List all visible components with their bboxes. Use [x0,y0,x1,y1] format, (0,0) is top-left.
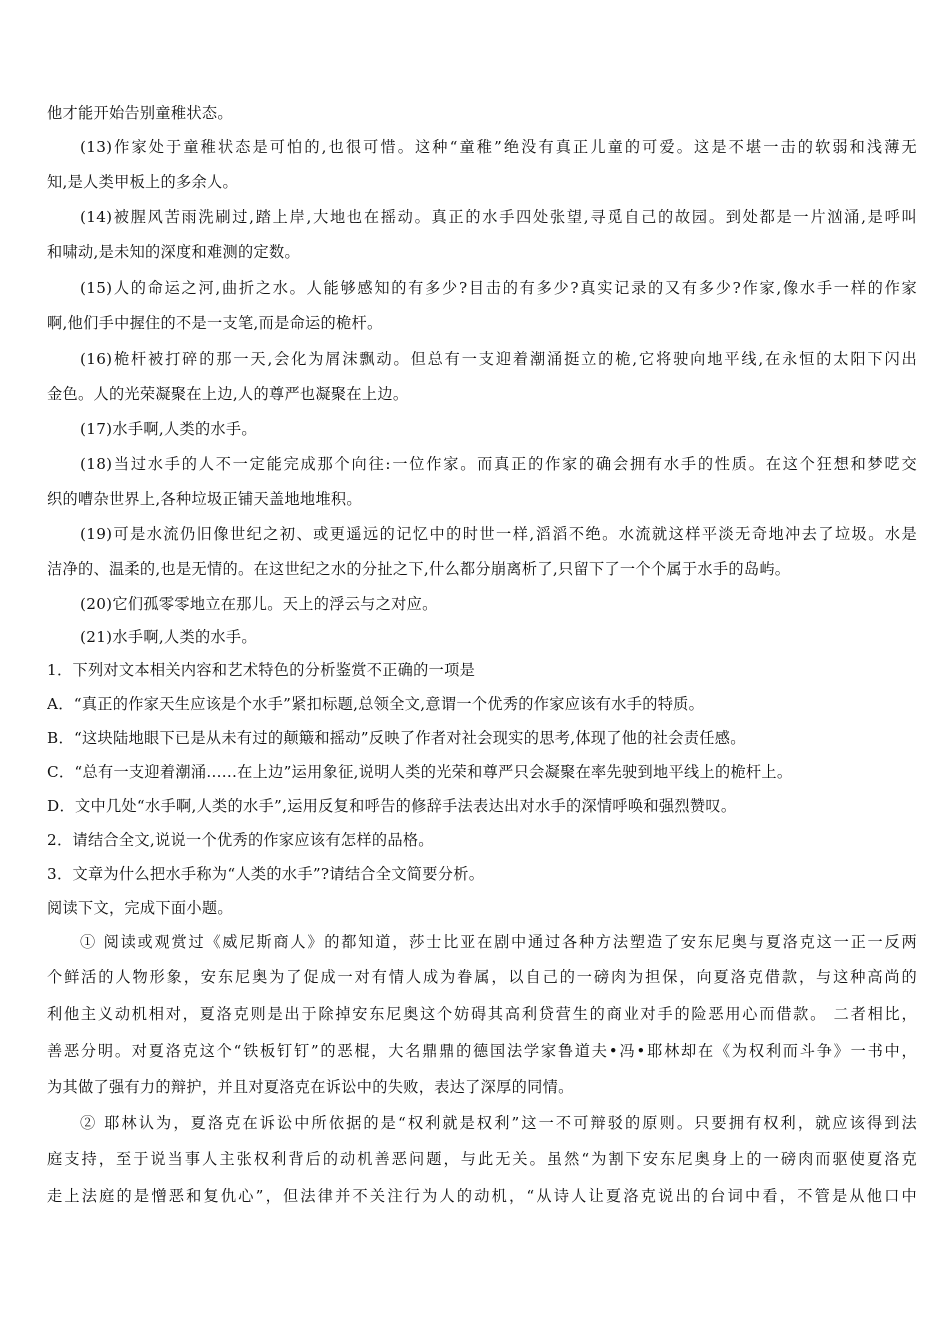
essay1-line-12: 织的嘈杂世界上,各种垃圾正铺天盖地地堆积。 [47,490,362,508]
essay1-line-15: (20)它们孤零零地立在那儿。天上的浮云与之对应。 [80,595,438,613]
essay1-line-8: (16)桅杆被打碎的那一天,会化为屑沫飘动。但总有一支迎着潮涌挺立的桅,它将驶向地平线,在永恒的太阳下闪出 [80,350,917,368]
essay1-line-9: 金色。人的光荣凝聚在上边,人的尊严也凝聚在上边。 [47,385,409,403]
essay1-line-6: (15)人的命运之河,曲折之水。人能够感知的有多少?目击的有多少?真实记录的又有多少?作家,像水手一样的作家 [80,279,917,297]
essay1-line-1: 他才能开始告别童稚状态。 [47,104,233,122]
question-1-option-d: D．文中几处“水手啊,人类的水手”,运用反复和呼告的修辞手法表达出对水手的深情呼唤和强烈赞叹。 [47,797,737,815]
essay1-line-7: 啊,他们手中握住的不是一支笔,而是命运的桅杆。 [47,314,383,332]
question-1-option-c: C．“总有一支迎着潮涌......在上边”运用象征,说明人类的光荣和尊严只会凝聚在率先驶到地平线上的桅杆上。 [47,763,793,781]
essay1-line-13: (19)可是水流仍旧像世纪之初、或更遥远的记忆中的时世一样,滔滔不绝。水流就这样平淡无奇地冲去了垃圾。水是 [80,525,917,543]
essay2-line-8: 走上法庭的是憎恶和复仇心”，但法律并不关注行为人的动机，“从诗人让夏洛克说出的台词中看，不管是从他口中 [47,1187,917,1205]
reading-intro: 阅读下文，完成下面小题。 [47,899,233,917]
essay1-line-14: 洁净的、温柔的,也是无情的。在这世纪之水的分扯之下,什么都分崩离析了,只留下了一个个属于水手的岛屿。 [47,560,791,578]
essay1-line-16: (21)水手啊,人类的水手。 [80,628,257,646]
essay1-line-5: 和啸动,是未知的深度和难测的定数。 [47,243,300,261]
question-3: 3．文章为什么把水手称为“人类的水手”?请结合全文简要分析。 [47,865,485,883]
essay1-line-3: 知,是人类甲板上的多余人。 [47,173,238,191]
essay1-line-10: (17)水手啊,人类的水手。 [80,420,257,438]
question-2: 2．请结合全文,说说一个优秀的作家应该有怎样的品格。 [47,831,434,849]
essay1-line-2: (13)作家处于童稚状态是可怕的,也很可惜。这种“童稚”绝没有真正儿童的可爱。这是不堪一击的软弱和浅薄无 [80,138,917,156]
essay2-line-4: 善恶分明。对夏洛克这个“铁板钉钉”的恶棍，大名鼎鼎的德国法学家鲁道夫•冯•耶林却在《为权利而斗争》一书中， [47,1042,917,1060]
question-1-option-b: B．“这块陆地眼下已是从未有过的颠簸和摇动”反映了作者对社会现实的思考,体现了他的社会责任感。 [47,729,746,747]
essay2-line-6: ② 耶林认为，夏洛克在诉讼中所依据的是“权利就是权利”这一不可辩驳的原则。只要拥有权利，就应该得到法 [80,1114,917,1132]
essay2-line-2: 个鲜活的人物形象，安东尼奥为了促成一对有情人成为眷属，以自己的一磅肉为担保，向夏洛克借款，与这种高尚的 [47,968,917,986]
essay2-line-1: ① 阅读或观赏过《威尼斯商人》的都知道，莎士比亚在剧中通过各种方法塑造了安东尼奥与夏洛克这一正一反两 [80,933,917,951]
question-1-option-a: A．“真正的作家天生应该是个水手”紧扣标题,总领全文,意谓一个优秀的作家应该有水手的特质。 [47,695,705,713]
essay1-line-11: (18)当过水手的人不一定能完成那个向往:一位作家。而真正的作家的确会拥有水手的性质。在这个狂想和梦呓交 [80,455,917,473]
question-1: 1．下列对文本相关内容和艺术特色的分析鉴赏不正确的一项是 [47,661,476,679]
essay2-line-7: 庭支持，至于说当事人主张权利背后的动机善恶问题，与此无关。虽然“为割下安东尼奥身上的一磅肉而驱使夏洛克 [47,1150,917,1168]
essay2-line-3: 利他主义动机相对，夏洛克则是出于除掉安东尼奥这个妨碍其高利贷营生的商业对手的险恶用心而借款。 二者相比， [47,1005,917,1023]
essay2-line-5: 为其做了强有力的辩护，并且对夏洛克在诉讼中的失败，表达了深厚的同情。 [47,1078,574,1096]
essay1-line-4: (14)被腥风苦雨洗刷过,踏上岸,大地也在摇动。真正的水手四处张望,寻觅自己的故园。到处都是一片汹涌,是呼叫 [80,208,917,226]
